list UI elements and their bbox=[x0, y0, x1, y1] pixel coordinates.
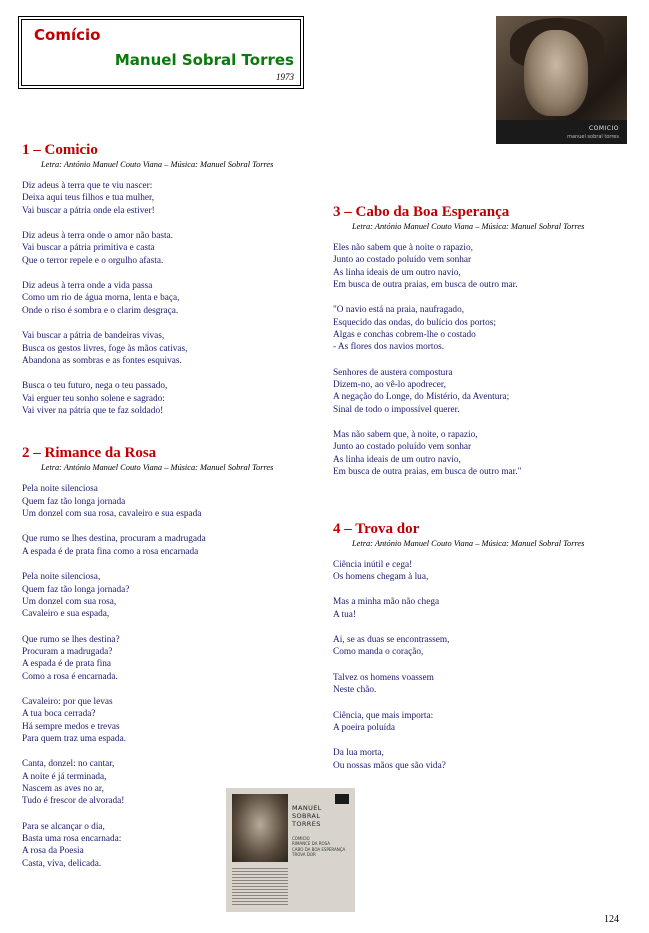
lyric-line: Tudo é frescor de alvorada! bbox=[22, 796, 125, 807]
page-number: 124 bbox=[604, 914, 619, 925]
album-title: Comício bbox=[34, 26, 101, 44]
lyric-line: A noite é já terminada, bbox=[22, 771, 107, 782]
lyric-line: Ai, se as duas se encontrassem, bbox=[333, 635, 450, 646]
left-column bbox=[22, 141, 322, 883]
back-cover-track: RIMANCE DA ROSA bbox=[292, 841, 331, 847]
back-cover-liner-notes bbox=[232, 868, 288, 906]
lyric-line: Quem faz tão longa jornada? bbox=[22, 584, 130, 595]
lyric-line: Ciência, que mais importa: bbox=[333, 710, 434, 721]
lyric-line: Abandona as sombras e as fontes esquivas. bbox=[22, 355, 182, 366]
lyric-line: Diz adeus à terra que te viu nascer: bbox=[22, 181, 153, 191]
song-credits: Letra: António Manuel Couto Viana – Música: Manuel Sobral Torres bbox=[41, 160, 274, 169]
lyric-line: Um donzel com sua rosa, bbox=[22, 596, 117, 607]
lyric-line: Nascem as aves no ar, bbox=[22, 783, 104, 794]
lyric-line: As linha ideais de um outro navio, bbox=[333, 267, 461, 278]
lyric-line: Dizem-no, ao vê-lo apodrecer, bbox=[333, 380, 446, 391]
lyric-line: Sinal de todo o impossível querer. bbox=[333, 404, 460, 415]
lyric-line: Cavaleiro: por que levas bbox=[22, 697, 113, 707]
back-cover-tracklist bbox=[292, 836, 350, 858]
stanza bbox=[333, 747, 633, 772]
cover-title: COMICIO bbox=[588, 125, 619, 132]
cover-subtitle: manuel sobral torres bbox=[567, 134, 619, 140]
lyric-line: Mas não sabem que, à noite, o rapazio, bbox=[333, 430, 478, 441]
back-cover-photo bbox=[232, 794, 288, 862]
lyric-line: Mas a minha mão não chega bbox=[333, 597, 440, 608]
lyric-line: Os homens chegam à lua, bbox=[333, 571, 429, 582]
lyric-line: Em busca de outra praias, em busca de outro mar. bbox=[333, 279, 518, 290]
lyric-line: Como manda o coração, bbox=[333, 647, 424, 658]
back-cover-artist bbox=[292, 804, 322, 828]
lyric-line: Vai viver na pátria que te faz soldado! bbox=[22, 405, 164, 416]
lyric-line: Vai erguer teu sonho solene e sagrado: bbox=[22, 393, 165, 404]
lyric-line: Basta uma rosa encarnada: bbox=[22, 834, 122, 845]
song-credits: Letra: António Manuel Couto Viana – Música: Manuel Sobral Torres bbox=[352, 222, 585, 231]
lyric-line: Há sempre medos e trevas bbox=[22, 721, 120, 732]
lyric-line: Eles não sabem que à noite o rapazio, bbox=[333, 243, 473, 253]
stanza bbox=[22, 571, 322, 620]
lyric-line: Da lua morta, bbox=[333, 748, 384, 759]
lyric-line: Que o terror repele e o orgulho afasta. bbox=[22, 255, 164, 266]
stanza bbox=[333, 596, 633, 621]
stanza bbox=[22, 634, 322, 683]
stanza bbox=[22, 180, 322, 217]
lyric-line: Junto ao costado poluído vem sonhar bbox=[333, 255, 472, 266]
stanza bbox=[333, 242, 633, 291]
stanza bbox=[333, 710, 633, 735]
lyric-line: Diz adeus à terra onde o amor não basta. bbox=[22, 231, 174, 242]
lyric-line: Ciência inútil e cega! bbox=[333, 559, 413, 570]
song-credits: Letra: António Manuel Couto Viana – Música: Manuel Sobral Torres bbox=[41, 463, 274, 473]
lyric-line: - As flores dos navios mortos. bbox=[333, 342, 445, 353]
song-4 bbox=[333, 520, 633, 773]
lyric-line: A rosa da Poesia bbox=[22, 846, 84, 857]
lyric-line: Em busca de outra praias, em busca de outro mar." bbox=[333, 467, 522, 478]
lyric-line: Canta, donzel: no cantar, bbox=[22, 759, 115, 770]
lyric-line: Procuram a madrugada? bbox=[22, 646, 113, 657]
album-year: 1973 bbox=[276, 72, 294, 82]
lyric-line: "O navio está na praia, naufragado, bbox=[333, 305, 465, 316]
lyric-line: Que rumo se lhes destina, procuram a madrugada bbox=[22, 534, 206, 545]
back-cover-track: CABO DA BOA ESPERANÇA bbox=[292, 846, 346, 852]
cover-caption-strip bbox=[496, 120, 627, 144]
lyric-line: A tua boca cerrada? bbox=[22, 709, 96, 720]
record-label-logo bbox=[335, 794, 349, 804]
stanza bbox=[333, 367, 633, 416]
artist-name: Manuel Sobral Torres bbox=[114, 51, 294, 69]
stanza bbox=[333, 672, 633, 697]
lyric-line: Pela noite silenciosa bbox=[22, 484, 98, 495]
stanza bbox=[333, 559, 633, 584]
back-cover-track: TROVA DOR bbox=[292, 852, 316, 858]
stanza bbox=[333, 429, 633, 478]
stanza bbox=[22, 330, 322, 367]
lyric-line: Cavaleiro e sua espada, bbox=[22, 609, 110, 620]
lyric-line: A espada é de prata fina como a rosa encarnada bbox=[22, 546, 199, 557]
stanza bbox=[22, 380, 322, 417]
lyric-line: Senhores de austera compostura bbox=[333, 367, 453, 378]
lyric-line: A espada é de prata fina bbox=[22, 659, 112, 670]
lyric-line: As linha ideais de um outro navio, bbox=[333, 454, 461, 465]
lyric-line: Como a rosa é encarnada. bbox=[22, 671, 118, 682]
lyric-line: Casta, viva, delicada. bbox=[22, 858, 102, 869]
lyric-line: Como um rio de água morna, lenta e baça, bbox=[22, 293, 180, 304]
album-cover-photo bbox=[496, 16, 627, 144]
song-lyrics bbox=[22, 180, 322, 417]
stanza bbox=[22, 230, 322, 267]
stanza bbox=[333, 634, 633, 659]
stanza bbox=[333, 304, 633, 353]
lyric-line: Para quem traz uma espada. bbox=[22, 733, 127, 744]
lyric-line: Onde o riso é sombra e o clarim desgraça. bbox=[22, 305, 179, 316]
back-cover-track: COMICIO bbox=[292, 836, 310, 841]
song-lyrics bbox=[333, 242, 633, 478]
right-column bbox=[333, 203, 633, 785]
lyric-line: Vai buscar a pátria de bandeiras vivas, bbox=[22, 331, 165, 342]
back-cover-name-line: MANUEL bbox=[292, 804, 322, 812]
lyric-line: Algas e conchas cobrem-lhe o costado bbox=[333, 329, 476, 340]
back-cover-name-line: TORRES bbox=[292, 820, 321, 828]
lyric-line: Vai buscar a pátria primitiva e casta bbox=[22, 243, 155, 254]
lyric-line: Talvez os homens voassem bbox=[333, 672, 434, 683]
lyric-line: Vai buscar a pátria onde ela estiver! bbox=[22, 205, 155, 216]
song-title: 3 – Cabo da Boa Esperança bbox=[333, 204, 510, 220]
lyric-line: Quem faz tão longa jornada bbox=[22, 496, 126, 507]
lyric-line: Busca os gestos livres, foge às mãos cativas, bbox=[22, 343, 188, 354]
lyric-line: A negação do Longe, do Mistério, da Aventura; bbox=[333, 392, 510, 403]
lyric-line: Para se alcançar o dia, bbox=[22, 821, 105, 832]
lyric-line: Diz adeus à terra onde a vida passa bbox=[22, 281, 153, 292]
stanza bbox=[22, 280, 322, 317]
lyric-line: Que rumo se lhes destina? bbox=[22, 634, 120, 645]
lyric-line: Junto ao costado poluído vem sonhar bbox=[333, 442, 472, 453]
lyric-line: A tua! bbox=[333, 609, 356, 620]
lyric-line: Esquecido das ondas, do bulício dos portos; bbox=[333, 317, 496, 328]
song-3 bbox=[333, 203, 633, 478]
cover-face-shape bbox=[524, 30, 588, 116]
lyric-line: Ou nossas mãos que são vida? bbox=[333, 760, 446, 771]
song-1 bbox=[22, 141, 322, 417]
song-title: 1 – Comicio bbox=[22, 142, 98, 158]
album-header bbox=[18, 16, 304, 89]
lyric-line: A poeira poluída bbox=[333, 722, 395, 733]
lyric-line: Um donzel com sua rosa, cavaleiro e sua espada bbox=[22, 508, 202, 519]
album-back-cover bbox=[226, 788, 355, 912]
lyric-line: Pela noite silenciosa, bbox=[22, 572, 101, 583]
song-lyrics bbox=[333, 559, 633, 773]
song-credits: Letra: António Manuel Couto Viana – Música: Manuel Sobral Torres bbox=[352, 538, 585, 548]
album-header-inner bbox=[21, 19, 301, 86]
lyric-line: Neste chão. bbox=[333, 685, 377, 696]
lyric-line: Busca o teu futuro, nega o teu passado, bbox=[22, 381, 168, 392]
stanza bbox=[22, 696, 322, 745]
stanza bbox=[22, 483, 322, 520]
song-title: 2 – Rimance da Rosa bbox=[22, 445, 157, 462]
stanza bbox=[22, 533, 322, 558]
song-title: 4 – Trova dor bbox=[333, 520, 420, 537]
lyric-line: Deixa aqui teus filhos e tua mulher, bbox=[22, 193, 155, 204]
back-cover-name-line: SOBRAL bbox=[292, 812, 321, 820]
